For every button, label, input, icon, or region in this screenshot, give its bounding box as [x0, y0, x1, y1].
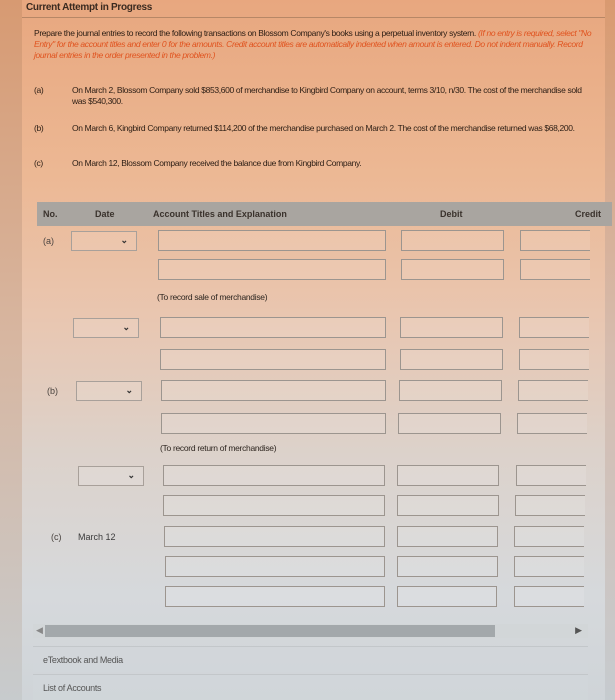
col-no: No. — [43, 209, 58, 219]
debit-input-c2[interactable] — [397, 556, 498, 577]
col-date: Date — [95, 209, 115, 219]
journal-table-header — [37, 202, 612, 226]
etextbook-link[interactable] — [33, 646, 588, 672]
scroll-left-icon[interactable]: ◀ — [36, 625, 43, 635]
debit-input-a2[interactable] — [401, 259, 504, 280]
col-credit: Credit — [575, 209, 602, 219]
credit-input-a3[interactable] — [519, 317, 589, 338]
credit-input-b4[interactable] — [515, 495, 585, 516]
col-debit: Debit — [440, 209, 463, 219]
instructions — [34, 28, 594, 61]
instructions-note: (If no entry is required, select "No Entry" for the account titles and enter 0 for the amounts. Credit account titles are automatically indented when amount is entered. Do not indent manually. Record journal entries in the order presented in the problem.) — [34, 28, 592, 60]
problem-tag: (b) — [34, 123, 44, 133]
chevron-down-icon: ⌄ — [122, 322, 130, 332]
debit-input-a4[interactable] — [400, 349, 503, 370]
chevron-down-icon: ⌄ — [127, 470, 135, 480]
debit-input-a3[interactable] — [400, 317, 503, 338]
account-input-b3[interactable] — [163, 465, 385, 486]
debit-input-b2[interactable] — [398, 413, 501, 434]
debit-input-b4[interactable] — [397, 495, 499, 516]
date-select-a3[interactable] — [73, 318, 139, 338]
etextbook-label: eTextbook and Media — [43, 655, 123, 665]
question-panel — [22, 18, 605, 700]
account-input-b4[interactable] — [163, 495, 385, 516]
explanation-b: (To record return of merchandise) — [160, 443, 277, 453]
problem-text: On March 12, Blossom Company received the balance due from Kingbird Company. — [72, 158, 362, 168]
credit-input-c3[interactable] — [514, 586, 584, 607]
problem-text: On March 6, Kingbird Company returned $114,200 of the merchandise purchased on March 2. The cost of the merchandise returned was $68,200. — [72, 123, 575, 133]
date-c: March 12 — [78, 532, 116, 542]
problem-tag: (c) — [34, 158, 43, 168]
scrollbar-thumb[interactable] — [45, 625, 495, 637]
credit-input-c2[interactable] — [514, 556, 584, 577]
account-input-c1[interactable] — [164, 526, 385, 547]
debit-input-a1[interactable] — [401, 230, 504, 251]
date-select-b3[interactable] — [78, 466, 144, 486]
problem-tag: (a) — [34, 85, 44, 95]
row-label-c: (c) — [51, 532, 62, 542]
account-input-b2[interactable] — [161, 413, 386, 434]
account-input-a3[interactable] — [160, 317, 386, 338]
debit-input-c1[interactable] — [397, 526, 498, 547]
attempt-label: Current Attempt in Progress — [26, 2, 152, 13]
debit-input-c3[interactable] — [397, 586, 497, 607]
horizontal-scrollbar[interactable] — [33, 624, 588, 638]
credit-input-b1[interactable] — [518, 380, 588, 401]
right-shadow — [605, 0, 615, 700]
account-input-a2[interactable] — [158, 259, 386, 280]
debit-input-b1[interactable] — [399, 380, 502, 401]
attempt-header — [22, 0, 605, 18]
instructions-main: Prepare the journal entries to record the following transactions on Blossom Company's books using a perpetual inventory system. — [34, 28, 476, 38]
row-label-b: (b) — [47, 386, 58, 396]
list-of-accounts-link[interactable] — [33, 674, 588, 700]
row-label-a: (a) — [43, 236, 54, 246]
credit-input-a1[interactable] — [520, 230, 590, 251]
credit-input-a2[interactable] — [520, 259, 590, 280]
credit-input-a4[interactable] — [519, 349, 589, 370]
explanation-a: (To record sale of merchandise) — [157, 292, 268, 302]
credit-input-b3[interactable] — [516, 465, 586, 486]
date-select-a1[interactable] — [71, 231, 137, 251]
account-input-a4[interactable] — [160, 349, 386, 370]
date-select-b1[interactable] — [76, 381, 142, 401]
chevron-down-icon: ⌄ — [120, 235, 128, 245]
left-shadow — [0, 0, 22, 700]
account-input-c3[interactable] — [165, 586, 385, 607]
account-input-b1[interactable] — [161, 380, 386, 401]
account-input-a1[interactable] — [158, 230, 386, 251]
col-account: Account Titles and Explanation — [153, 209, 287, 219]
problem-text: On March 2, Blossom Company sold $853,600 of merchandise to Kingbird Company on account, terms 3/10, n/30. The cost of the merchandise sold was $540,300. — [72, 85, 582, 106]
scroll-right-icon[interactable]: ▶ — [575, 625, 582, 635]
debit-input-b3[interactable] — [397, 465, 499, 486]
account-input-c2[interactable] — [165, 556, 385, 577]
chevron-down-icon: ⌄ — [125, 385, 133, 395]
credit-input-b2[interactable] — [517, 413, 587, 434]
list-of-accounts-label: List of Accounts — [43, 683, 102, 693]
credit-input-c1[interactable] — [514, 526, 584, 547]
